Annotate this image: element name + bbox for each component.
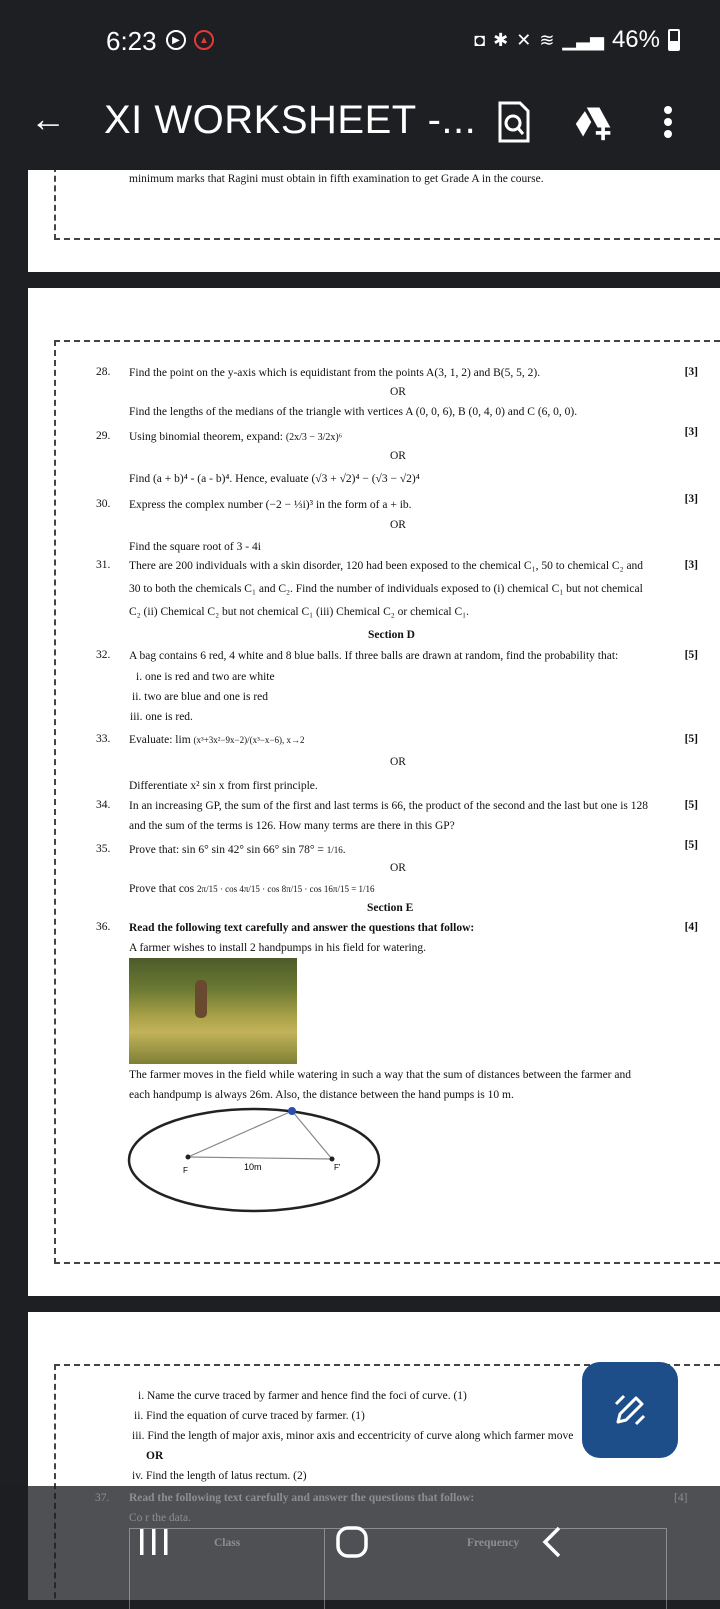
list-item: iii. one is red.: [130, 711, 193, 723]
lock-status-icon: ◘: [474, 29, 486, 50]
ellipse-curve: [129, 1109, 379, 1211]
marks: [4]: [674, 1492, 688, 1504]
signal-icon: ▁▃▅: [562, 29, 604, 50]
or-label: OR: [390, 450, 406, 462]
question-text: 30 to both the chemicals C₁ and C₂. Find the number of individuals exposed to (i) chemical C₁ but not chemical: [129, 583, 643, 595]
question-text: Find (a + b)⁴ - (a - b)⁴. Hence, evaluate (√3 + √2)⁴ − (√3 − √2)⁴: [129, 473, 420, 485]
bluetooth-icon: ✱: [493, 29, 509, 50]
question-text: Co r the data.: [129, 1512, 191, 1524]
document-page-1: [28, 170, 720, 272]
math-expression: 2π/15 · cos 4π/15 · cos 8π/15 · cos 16π/15 = 1/16: [197, 884, 375, 894]
or-label: OR: [390, 386, 406, 398]
question-text: Evaluate: lim: [129, 734, 191, 746]
math-expression: 1/16: [326, 845, 343, 855]
marks: [3]: [684, 426, 698, 438]
question-text: There are 200 individuals with a skin disorder, 120 had been exposed to the chemical C₁, 50 to chemical C₂ and: [129, 560, 644, 572]
marks: [3]: [684, 366, 698, 378]
recording-icon: ▲: [194, 30, 214, 50]
question-text: Find the lengths of the medians of the triangle with vertices A (0, 0, 6), B (0, 4, 0) and C (6, 0, 0).: [129, 406, 578, 418]
system-nav-bar: [0, 1486, 720, 1600]
section-heading: Section E: [367, 902, 414, 914]
marks: [3]: [684, 559, 698, 571]
question-number: 28.: [96, 366, 111, 378]
clock: 6:23: [106, 26, 157, 56]
or-label: OR: [390, 519, 406, 531]
or-label: OR: [146, 1450, 164, 1462]
question-text: Read the following text carefully and answer the questions that follow:: [129, 1492, 475, 1504]
table-header: Class: [214, 1537, 241, 1549]
mute-icon: ✕: [516, 29, 532, 50]
question-number: 34.: [96, 799, 111, 811]
section-heading: Section D: [368, 629, 415, 641]
question-number: 37.: [95, 1492, 110, 1504]
question-text: [129, 733, 304, 747]
question-text: Read the following text carefully and answer the questions that follow:: [129, 922, 475, 934]
question-number: 30.: [96, 498, 111, 510]
question-text: A bag contains 6 red, 4 white and 8 blue balls. If three balls are drawn at random, find the probability that:: [129, 650, 619, 662]
farmer-figure: [195, 980, 207, 1018]
math-expression: (2x/3 − 3/2x)⁶: [285, 432, 343, 443]
question-text: C₂ (ii) Chemical C₂ but not chemical C₁ (iii) Chemical C₂ or chemical C₁.: [129, 606, 470, 618]
question-number: 32.: [96, 649, 111, 661]
question-text: Find the point on the y-axis which is equidistant from the points A(3, 1, 2) and B(5, 5, 2).: [129, 367, 541, 379]
list-item: ii. Find the equation of curve traced by farmer. (1): [134, 1410, 365, 1422]
home-icon: [335, 1525, 369, 1559]
list-item: iv. Find the length of latus rectum. (2): [132, 1470, 307, 1482]
focus-label-f: F: [183, 1166, 188, 1175]
edit-pen-button[interactable]: [582, 1362, 678, 1458]
page-title: XI WORKSHEET -...: [104, 98, 477, 142]
question-text: minimum marks that Ragini must obtain in fifth examination to get Grade A in the course.: [129, 173, 544, 185]
recents-icon: [137, 1527, 171, 1557]
back-icon: [537, 1525, 567, 1559]
edit-pen-icon: [610, 1390, 650, 1430]
question-text: A farmer wishes to install 2 handpumps in his field for watering.: [129, 942, 427, 954]
question-number: 35.: [96, 843, 111, 855]
farmer-point: [288, 1107, 296, 1115]
question-text: [129, 882, 375, 896]
question-text: Prove that: sin 6° sin 42° sin 66° sin 78° =: [129, 844, 324, 856]
question-number: 33.: [96, 733, 111, 745]
status-bar: [0, 0, 720, 80]
marks: [5]: [684, 649, 698, 661]
question-text: [129, 430, 342, 445]
question-text: each handpump is always 26m. Also, the distance between the hand pumps is 10 m.: [129, 1089, 514, 1101]
more-vert-icon[interactable]: [648, 100, 688, 144]
marks: [5]: [684, 839, 698, 851]
question-text: The farmer moves in the field while watering in such a way that the sum of distances between the farmer and: [129, 1069, 631, 1081]
list-item: i. one is red and two are white: [136, 671, 275, 683]
focal-axis: [188, 1157, 332, 1159]
battery-percent: 46%: [611, 26, 660, 53]
marks: [3]: [684, 493, 698, 505]
marks: [5]: [684, 733, 698, 745]
list-item: iii. Find the length of major axis, minor axis and eccentricity of curve along which farmer move: [132, 1430, 574, 1442]
marks: [4]: [684, 921, 698, 933]
recents-button[interactable]: [124, 1512, 184, 1572]
math-expression: (x³+3x²−9x−2)/(x³−x−6), x→2: [193, 735, 305, 745]
or-label: OR: [390, 756, 406, 768]
wifi-icon: ≋: [539, 29, 555, 50]
media-play-icon: ▶: [166, 30, 186, 50]
marks: [5]: [684, 799, 698, 811]
home-button[interactable]: [322, 1512, 382, 1572]
battery-icon: [668, 29, 680, 51]
drive-add-icon[interactable]: [574, 100, 614, 144]
battery-fill: [670, 41, 678, 49]
question-text: Express the complex number (−2 − ⅓i)³ in the form of a + ib.: [129, 499, 412, 511]
app-toolbar: [0, 80, 720, 170]
question-text: Prove that: sin 6° sin 42° sin 66° sin 78° = 1/16.: [129, 844, 346, 856]
list-item: i. Name the curve traced by farmer and hence find the foci of curve. (1): [138, 1390, 467, 1402]
find-in-page-icon[interactable]: [494, 100, 534, 144]
focus-f: [186, 1155, 191, 1160]
ellipse-diagram: [126, 1104, 386, 1214]
back-button[interactable]: [522, 1512, 582, 1572]
question-text: and the sum of the terms is 126. How many terms are there in this GP?: [129, 820, 455, 832]
question-text: Prove that cos: [129, 883, 195, 895]
focus-label-f-prime: F': [334, 1163, 341, 1172]
document-page-2: [28, 288, 720, 1296]
question-number: 29.: [96, 430, 111, 442]
or-label: OR: [390, 862, 406, 874]
question-number: 31.: [96, 559, 111, 571]
focus-f-prime: [330, 1157, 335, 1162]
table-header: Frequency: [467, 1537, 520, 1549]
focal-line-1: [188, 1111, 292, 1157]
question-text: Find the square root of 3 - 4i: [129, 541, 261, 553]
distance-label: 10m: [244, 1162, 262, 1172]
question-number: 36.: [96, 921, 111, 933]
farmer-field-photo: [129, 958, 297, 1064]
arrow-left-icon[interactable]: ←: [30, 98, 66, 139]
question-text: Using binomial theorem, expand:: [129, 431, 283, 443]
list-item: ii. two are blue and one is red: [132, 691, 269, 703]
question-text: In an increasing GP, the sum of the first and last terms is 66, the product of the second and the last but one is 128: [129, 800, 648, 812]
question-text: Differentiate x² sin x from first principle.: [129, 780, 318, 792]
data-table: [129, 1528, 667, 1609]
